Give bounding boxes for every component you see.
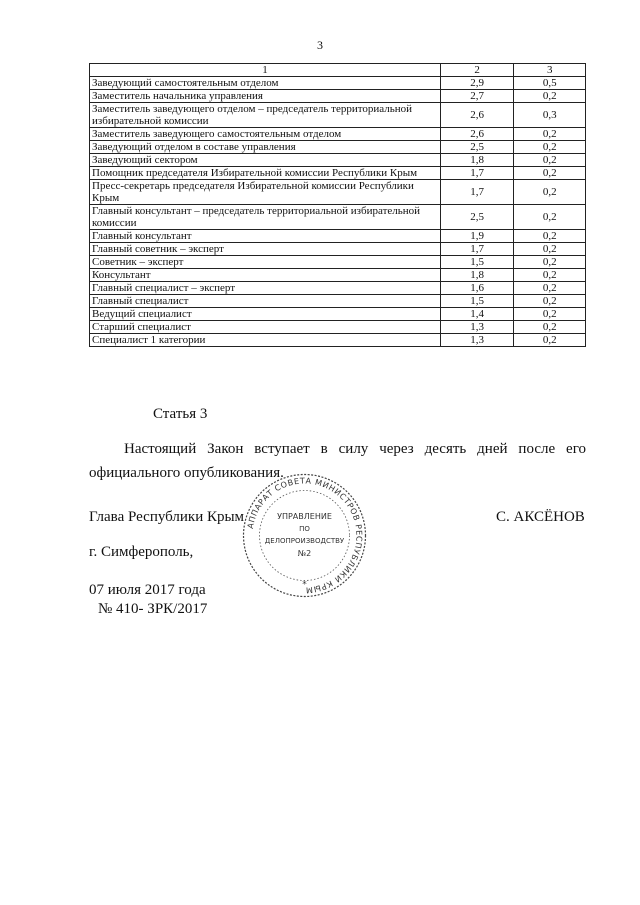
- coefficient-cell: 1,7: [440, 243, 514, 256]
- position-cell: Заведующий самостоятельным отделом: [90, 77, 441, 90]
- position-cell: Специалист 1 категории: [90, 334, 441, 347]
- coefficient-cell: 2,7: [440, 90, 514, 103]
- position-cell: Старший специалист: [90, 321, 441, 334]
- coefficient-cell: 1,4: [440, 308, 514, 321]
- table-header-cell: 2: [440, 64, 514, 77]
- position-cell: Главный консультант: [90, 230, 441, 243]
- coefficient-cell: 2,9: [440, 77, 514, 90]
- table-row: [90, 205, 586, 230]
- coefficient-cell: 1,3: [440, 334, 514, 347]
- position-cell: Главный советник – эксперт: [90, 243, 441, 256]
- table-row: [90, 282, 586, 295]
- article-paragraph: Настоящий Закон вступает в силу через десять дней после его официального опубликования.: [89, 441, 586, 481]
- table-row: [90, 243, 586, 256]
- table-row: [90, 77, 586, 90]
- coefficient-cell: 2,5: [440, 205, 514, 230]
- share-cell: 0,2: [514, 256, 586, 269]
- position-cell: Ведущий специалист: [90, 308, 441, 321]
- coefficient-cell: 1,6: [440, 282, 514, 295]
- table-header-cell: 1: [90, 64, 441, 77]
- position-cell: Заместитель заведующего отделом – председатель территориальной избирательной комиссии: [90, 103, 441, 128]
- law-number: № 410- ЗРК/2017: [98, 601, 208, 617]
- table-row: [90, 167, 586, 180]
- table-row: [90, 334, 586, 347]
- table-row: [90, 103, 586, 128]
- table-row: [90, 90, 586, 103]
- stamp-line-4: №2: [297, 549, 312, 558]
- signatory-name: С. АКСЁНОВ: [496, 509, 585, 525]
- coefficient-cell: 1,8: [440, 154, 514, 167]
- table-row: [90, 141, 586, 154]
- position-cell: Заведующий отделом в составе управления: [90, 141, 441, 154]
- signing-city: г. Симферополь,: [89, 544, 194, 560]
- share-cell: 0,5: [514, 77, 586, 90]
- share-cell: 0,2: [514, 295, 586, 308]
- coefficient-cell: 1,7: [440, 180, 514, 205]
- share-cell: 0,2: [514, 308, 586, 321]
- position-cell: Главный консультант – председатель территориальной избирательной комиссии: [90, 205, 441, 230]
- share-cell: 0,2: [514, 205, 586, 230]
- salary-coefficient-table: [89, 63, 586, 347]
- table-row: [90, 269, 586, 282]
- table-row: [90, 154, 586, 167]
- stamp-line-3: ДЕЛОПРОИЗВОДСТВУ: [264, 537, 345, 545]
- official-stamp: [242, 473, 367, 598]
- share-cell: 0,2: [514, 230, 586, 243]
- stamp-inner-ring: [260, 491, 350, 581]
- coefficient-cell: 1,5: [440, 256, 514, 269]
- share-cell: 0,2: [514, 180, 586, 205]
- table-row: [90, 321, 586, 334]
- table-row: [90, 295, 586, 308]
- signatory-title: Глава Республики Крым: [89, 509, 245, 525]
- table-row: [90, 256, 586, 269]
- share-cell: 0,2: [514, 141, 586, 154]
- coefficient-cell: 1,7: [440, 167, 514, 180]
- position-cell: Помощник председателя Избирательной комиссии Республики Крым: [90, 167, 441, 180]
- signing-date: 07 июля 2017 года: [89, 582, 206, 598]
- table-row: [90, 308, 586, 321]
- share-cell: 0,2: [514, 167, 586, 180]
- stamp-line-2: ПО: [299, 525, 310, 533]
- share-cell: 0,3: [514, 103, 586, 128]
- stamp-star-icon: *: [302, 580, 307, 590]
- share-cell: 0,2: [514, 334, 586, 347]
- table-row: [90, 180, 586, 205]
- coefficient-cell: 2,5: [440, 141, 514, 154]
- share-cell: 0,2: [514, 128, 586, 141]
- position-cell: Главный специалист: [90, 295, 441, 308]
- position-cell: Советник – эксперт: [90, 256, 441, 269]
- share-cell: 0,2: [514, 282, 586, 295]
- position-cell: Главный специалист – эксперт: [90, 282, 441, 295]
- coefficient-cell: 1,3: [440, 321, 514, 334]
- position-cell: Консультант: [90, 269, 441, 282]
- table-row: [90, 128, 586, 141]
- coefficient-cell: 1,9: [440, 230, 514, 243]
- page-number: 3: [317, 38, 323, 52]
- share-cell: 0,2: [514, 243, 586, 256]
- stamp-outer-ring: [244, 475, 366, 597]
- coefficient-cell: 1,5: [440, 295, 514, 308]
- coefficient-cell: 2,6: [440, 128, 514, 141]
- share-cell: 0,2: [514, 154, 586, 167]
- share-cell: 0,2: [514, 321, 586, 334]
- coefficient-cell: 1,8: [440, 269, 514, 282]
- stamp-line-1: УПРАВЛЕНИЕ: [277, 512, 332, 521]
- share-cell: 0,2: [514, 90, 586, 103]
- table-header-cell: 3: [514, 64, 586, 77]
- position-cell: Пресс-секретарь председателя Избирательной комиссии Республики Крым: [90, 180, 441, 205]
- position-cell: Заместитель заведующего самостоятельным отделом: [90, 128, 441, 141]
- position-cell: Заместитель начальника управления: [90, 90, 441, 103]
- position-cell: Заведующий сектором: [90, 154, 441, 167]
- share-cell: 0,2: [514, 269, 586, 282]
- article-title: Статья 3: [153, 406, 208, 422]
- table-header-row: [90, 64, 586, 77]
- coefficient-cell: 2,6: [440, 103, 514, 128]
- table-row: [90, 230, 586, 243]
- stamp-outer-text: АППАРАТ СОВЕТА МИНИСТРОВ РЕСПУБЛИКИ КРЫМ: [245, 476, 364, 595]
